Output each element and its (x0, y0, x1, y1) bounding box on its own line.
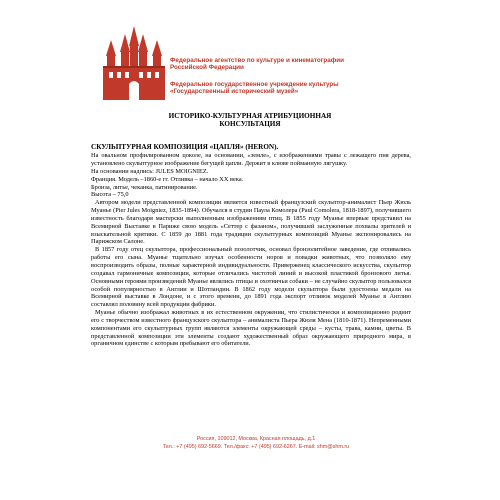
org-header (170, 57, 344, 71)
title-line: КОНСУЛЬТАЦИЯ (219, 120, 281, 129)
museum-header (170, 81, 339, 95)
document-title (0, 112, 500, 128)
artwork-heading: СКУЛЬПТУРНАЯ КОМПОЗИЦИЯ «ЦАПЛЯ» (HERON). (91, 143, 279, 151)
paragraph-height: Высота – 75,0 (91, 191, 129, 199)
paragraph-author: Автором модели представленной композиции является известный французский скульптор-анималист Пьер Жюль Муанье (Pier Jules Moigniez, 1835-1894). Обучался в студии Паула Комолера (Paul Comolera, 1818-1897), получившего известность благодаря мастерски выполненным изображениям птиц. В 1855 году Муанье впервые представил на Всемирной Выставке в Париже свою модель «Сеттер с фазаном», получившей заслуженные похвалы зрителей и взыскательной критики. С 1859 до 1881 года традиции скульптурных композиций Муанье экспонировались на Парижском Салоне. (91, 199, 411, 246)
paragraph-foundry: В 1857 году отец скульптора, профессиональный позолотчик, основал бронзолитейное заведение, где отливались работы его сына. Муанье тщательно изучал особенности норов и повадки животных, что позволяло ему воспроизводить образы, полные характерной индивидуальности. Приверженец классического искусства, скульптор создавал гармоничные композиции, которые отличались чистотой линий и высокой пластикой бронзового литья. Основными героями произведений Муанье являлись птицы и охотничьи собаки – не случайно скульптор пользовался особой популярностью в Англии и Шотландии. В 1862 году модели скульптора были удостоены медали на Всемирной выставке в Лондоне, и с этого времени, до 1891 года экспорт отливок моделей Муанье в Англию составлял половину всей продукции фабрики. (91, 246, 411, 309)
paragraph-material: Бронза, литье, чеканка, патинирование. (91, 183, 198, 191)
paragraph-inscription: На основании надпись: JULES MOIGNIEZ. (91, 167, 209, 175)
document-body (91, 143, 411, 348)
paragraph-style: Муанье обычно изображал животных в их естественном окружении, что стилистически и композиционно роднит его с творчеством известного французского скульптора – анималиста Пьера Жюля Мена (1810-1871). Непременными компонентами его скульптурных групп являются элементы окружающей среды – кусты, трава, камни, цветы. В представленной композиции эти элементы создают художественный образ окружающего природного мира, в органичном единстве с которым пребывают его обитатели. (91, 309, 411, 348)
paragraph-description: На овальном профилированном цоколе, на основании, «земле», с изображениями травы с лежащего пня дерева, установлено скульптурное изображение бегущей цапли. Держит в клюве пойманную лягушку. (91, 152, 411, 168)
org-line: Федеральное агентство по культуре и кинематографии (170, 57, 344, 64)
org-line: Российской Федерации (170, 64, 244, 72)
museum-line: Федеральное государственное учреждение культуры (170, 81, 339, 88)
state-historical-museum-logo-icon (103, 26, 165, 100)
museum-line: «Государственный исторический музей» (170, 88, 299, 96)
title-line: ИСТОРИКО-КУЛЬТУРНАЯ АТРИБУЦИОННАЯ (168, 112, 332, 120)
footer-address: Россия, 109012, Москва, Красная площадь, д.1 (196, 436, 316, 442)
paragraph-origin: Франция. Модель –1860-е гг. Отливка – начало XX века. (91, 175, 244, 183)
footer-contacts: Тел.: +7 (495) 692-5669. Тел./факс: +7 (495) 692-6267. E-mail: shm@shm.ru (162, 444, 350, 450)
